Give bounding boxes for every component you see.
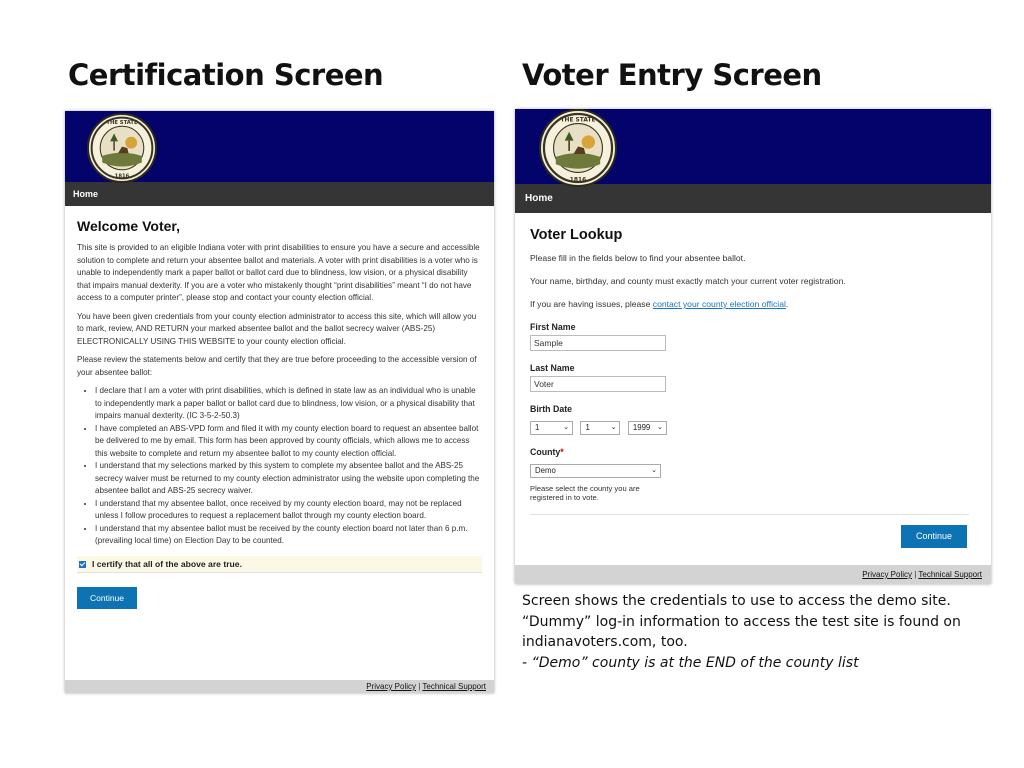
voter-entry-screenshot	[515, 109, 991, 584]
svg-text:1816: 1816	[114, 173, 130, 180]
privacy-policy-link[interactable]: Privacy Policy	[862, 570, 913, 579]
issues-prefix: If you are having issues, please	[530, 299, 653, 309]
indiana-state-seal-icon	[539, 109, 617, 187]
svg-text:1816: 1816	[569, 177, 587, 184]
technical-support-link[interactable]: Technical Support	[422, 682, 486, 691]
statement-list	[77, 385, 482, 548]
chevron-down-icon: ⌄	[563, 424, 569, 431]
chevron-down-icon: ⌄	[657, 424, 663, 431]
footer-separator: |	[914, 570, 917, 579]
credentials-paragraph: You have been given credentials from your county election administrator to access this site, which will allow you to mark, review, AND RETURN your marked absentee ballot and the ballot secrecy waiver (ABS-25) ELECTRONICALLY USING THIS WEBSITE to your county election official.	[77, 311, 477, 346]
contact-official-link[interactable]: contact your county election official	[652, 299, 786, 309]
intro-paragraph: This site is provided to an eligible Indiana voter with print disabilities to ensure you have a secure and accessible solution to complete and return your absentee ballot and materials. A voter with print disabilities is a voter who is unable to independently mark a paper ballot or ballot card due to blindness, low vision, or a physical disability that impairs manual dexterity. If you are a voter who mistakenly thought “print disabilities” meant “I do not have access to a computer printer”, please stop and contact your county election official.	[77, 243, 480, 302]
chevron-down-icon: ⌄	[610, 424, 617, 431]
continue-button[interactable]: Continue	[77, 587, 137, 609]
note-line-2: “Dummy” log-in information to access the test site is found on indianavoters.com, too.	[522, 613, 961, 650]
issues-suffix: .	[785, 299, 789, 309]
privacy-policy-link[interactable]: Privacy Policy	[366, 682, 417, 691]
chevron-down-icon: ⌄	[651, 467, 657, 474]
voter-entry-screen-title: Voter Entry Screen	[522, 58, 822, 92]
county-label	[530, 447, 979, 457]
state-banner	[515, 109, 991, 184]
note-line-1: Screen shows the credentials to use to access the demo site.	[522, 593, 951, 609]
county-group	[530, 460, 979, 478]
birth-date-label: Birth Date	[530, 404, 573, 414]
county-label-text: County	[530, 447, 561, 457]
required-marker: *	[560, 447, 564, 457]
svg-text:THE STATE: THE STATE	[106, 120, 138, 127]
first-name-label: First Name	[530, 322, 576, 332]
last-name-label: Last Name	[530, 363, 575, 373]
footer	[515, 565, 991, 584]
list-item: • I understand that my absentee ballot, once received by my county election board, may not be replaced unless I follow procedures to request a replacement ballot through my county election board.	[95, 498, 482, 523]
welcome-heading: Welcome Voter,	[77, 218, 180, 234]
footer-separator: |	[418, 682, 421, 691]
note-line-3: - “Demo” county is at the END of the county list	[522, 654, 859, 671]
birth-day-value: 1	[585, 423, 590, 432]
certification-screenshot	[65, 111, 494, 693]
birth-year-value: 1999	[632, 423, 651, 432]
checkbox-checked-icon[interactable]	[79, 561, 86, 568]
county-select[interactable]	[530, 464, 661, 478]
first-name-input[interactable]: Sample	[530, 335, 666, 351]
voter-lookup-heading: Voter Lookup	[530, 227, 623, 243]
birth-year-select[interactable]	[628, 421, 667, 435]
county-value: Demo	[535, 466, 556, 475]
list-item: • I understand that my absentee ballot must be received by the county election board not later than 6 p.m. (prevailing local time) on Election Day to be counted.	[95, 523, 482, 548]
continue-button[interactable]: Continue	[901, 525, 967, 548]
issues-text	[530, 299, 979, 309]
county-hint: Please select the county you are registered in to vote.	[530, 484, 640, 502]
certify-row[interactable]	[77, 556, 482, 573]
list-item: • I understand that my selections marked by this system to complete my absentee ballot and the ABS-25 secrecy waiver must be returned to my county election administrator using the website upon completing the absentee ballot and ABS-25 secrecy waiver.	[95, 460, 482, 498]
state-banner	[65, 111, 494, 182]
footer	[65, 680, 494, 693]
birth-month-select[interactable]	[530, 421, 573, 435]
list-item: • I declare that I am a voter with print disabilities, which is defined in state law as an individual who is unable to independently mark a paper ballot or ballot card due to blindness, low vision, or a physical disability that impairs manual dexterity. (IC 3-5-2-50.3)	[95, 385, 482, 423]
birth-month-value: 1	[535, 423, 540, 432]
nav-home[interactable]: Home	[65, 182, 494, 206]
svg-text:THE STATE: THE STATE	[560, 117, 596, 124]
technical-support-link[interactable]: Technical Support	[918, 570, 982, 579]
indiana-state-seal-icon	[87, 113, 157, 183]
birth-date-group	[530, 417, 979, 435]
instruction-text: Please fill in the fields below to find your absentee ballot.	[530, 253, 746, 263]
slide-notes	[522, 591, 972, 673]
nav-home[interactable]: Home	[515, 184, 991, 213]
divider	[530, 514, 969, 515]
match-note-text: Your name, birthday, and county must exactly match your current voter registration.	[530, 276, 846, 286]
certification-screen-title: Certification Screen	[68, 58, 384, 92]
birth-day-select[interactable]	[580, 421, 620, 435]
list-item: • I have completed an ABS-VPD form and filed it with my county election board to request an absentee ballot be delivered to me by email. This form has been approved by county officials, which allows me to access this website to complete and return my absentee ballot to my county election official.	[95, 423, 482, 461]
last-name-input[interactable]: Voter	[530, 376, 666, 392]
certify-label: I certify that all of the above are true.	[92, 558, 242, 569]
review-paragraph: Please review the statements below and certify that they are true before proceeding to the accessible version of your absentee ballot:	[77, 355, 477, 377]
